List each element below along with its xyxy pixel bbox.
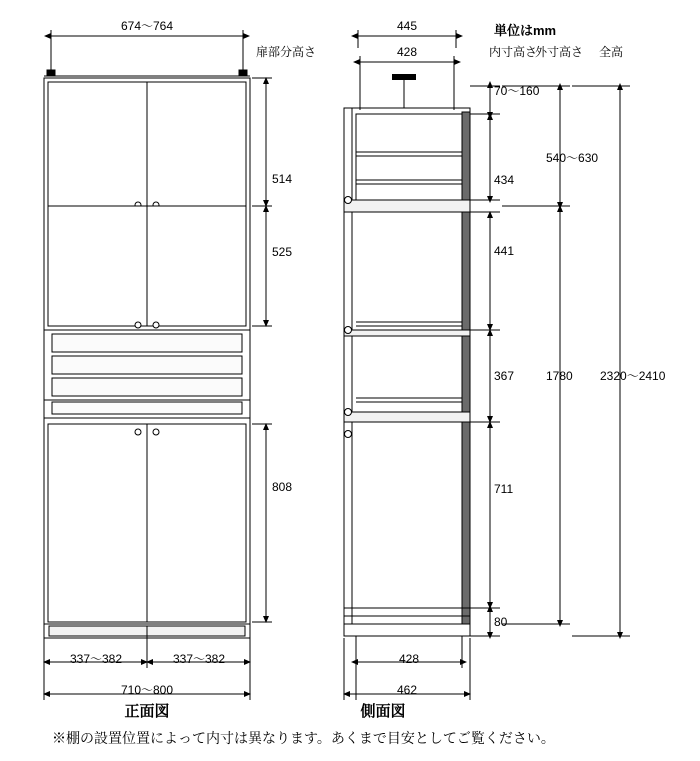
side-inner-depth: 428 xyxy=(396,45,418,59)
front-bottom-door-width-1: 337〜382 xyxy=(69,652,123,666)
side-top-depth: 445 xyxy=(396,19,418,33)
footer-note: ※棚の設置位置によって内寸は異なります。あくまで目安としてご覧ください。 xyxy=(52,730,555,746)
side-total-height: 2320〜2410 xyxy=(600,369,666,383)
front-section-height-3: 808 xyxy=(272,480,293,494)
side-outer-height-top: 540〜630 xyxy=(546,151,599,165)
front-bottom-door-width-2: 337〜382 xyxy=(172,652,226,666)
front-section-height-1: 514 xyxy=(272,172,293,186)
side-inner-height-3: 441 xyxy=(494,244,515,258)
front-top-width-label: 674〜764 xyxy=(120,19,174,33)
side-inner-height-5: 711 xyxy=(494,482,514,496)
front-section-height-2: 525 xyxy=(272,245,293,259)
inner-height-column-label: 内寸高さ xyxy=(489,45,538,59)
side-inner-height-6: 80 xyxy=(494,615,508,629)
front-view-title: 正面図 xyxy=(124,703,170,720)
side-bottom-inner-depth: 428 xyxy=(398,652,420,666)
side-inner-height-4: 367 xyxy=(494,369,515,383)
side-outer-height-bottom: 1780 xyxy=(546,369,573,383)
side-view-title: 側面図 xyxy=(360,703,406,720)
side-inner-height-1a: 70〜160 xyxy=(494,84,540,98)
total-height-column-label: 全高 xyxy=(599,45,624,59)
door-part-height-label: 扉部分高さ xyxy=(256,45,317,59)
outer-height-column-label: 外寸高さ xyxy=(535,45,584,59)
side-inner-height-2: 434 xyxy=(494,173,515,187)
side-overall-depth: 462 xyxy=(396,683,418,697)
unit-note: 単位はmm xyxy=(494,23,557,38)
front-overall-width: 710〜800 xyxy=(120,683,174,697)
